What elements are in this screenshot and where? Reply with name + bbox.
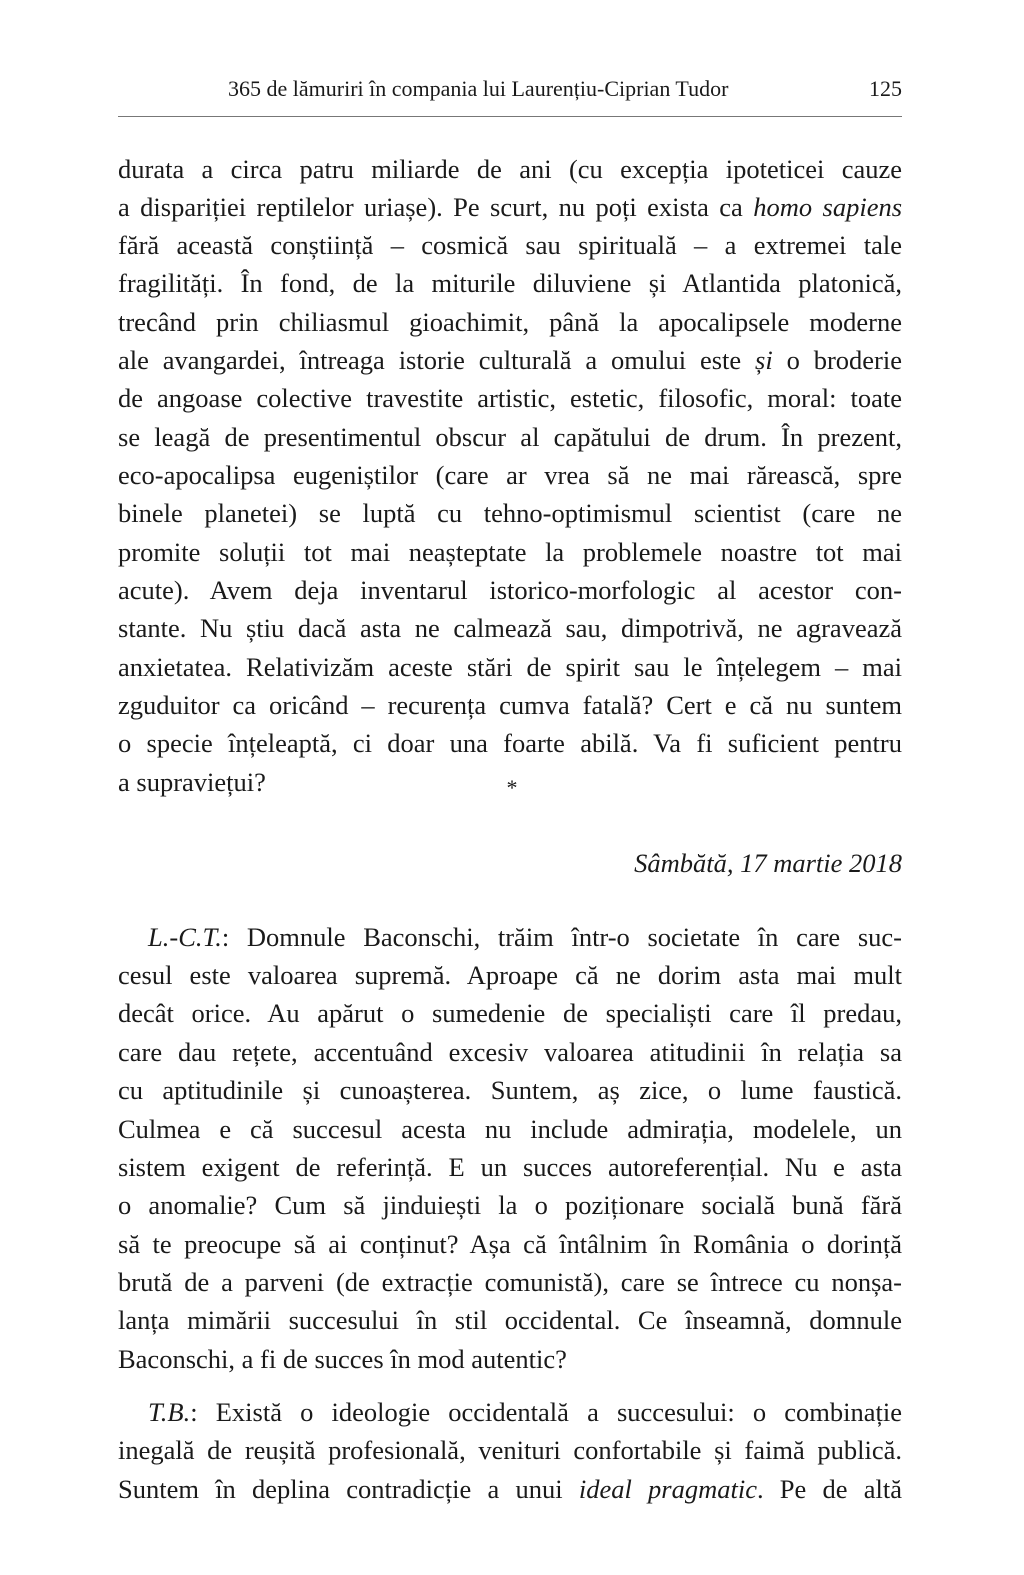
text-line: durata a circa patru miliarde de ani (cu excepția ipoteticei cauze: [118, 154, 902, 184]
text-line: T.B.: Există o ideologie occidentală a succesului: o combinație: [148, 1397, 903, 1427]
text-line: decât orice. Au apărut o sumedenie de specialiști care îl predau,: [118, 998, 902, 1028]
text-line: de angoase colective travestite artistic, estetic, filosofic, moral: toate: [118, 383, 902, 413]
text-line: se leagă de presentimentul obscur al capătului de drum. În prezent,: [118, 422, 902, 452]
text-line: inegală de reușită profesională, venituri confortabile și faimă publică.: [118, 1435, 902, 1465]
page-number: 125: [869, 76, 902, 101]
text-line: anxietatea. Relativizăm aceste stări de spirit sau le înțelegem – mai: [118, 652, 902, 682]
running-title: 365 de lămuriri în compania lui Laurențiu-Ciprian Tudor: [228, 76, 729, 101]
text-line: a supraviețui?: [118, 767, 266, 797]
text-line: acute). Avem deja inventarul istorico-morfologic al acestor con-: [118, 575, 902, 605]
text-line: cu aptitudinile și cunoașterea. Suntem, aș zice, o lume faustică.: [118, 1075, 902, 1105]
text-line: o specie înțeleaptă, ci doar una foarte abilă. Va fi suficient pentru: [118, 728, 902, 758]
text-line: promite soluții tot mai neașteptate la problemele noastre tot mai: [118, 537, 902, 567]
text-line: stante. Nu știu dacă asta ne calmează sau, dimpotrivă, ne agravează: [118, 613, 902, 643]
text-line: cesul este valoarea supremă. Aproape că ne dorim asta mai mult: [118, 960, 902, 990]
text-line: L.-C.T.: Domnule Baconschi, trăim într-o societate în care suc-: [148, 922, 902, 952]
text-line: brută de a parveni (de extracție comunistă), care se întrece cu nonșa-: [118, 1267, 902, 1297]
text-line: sistem exigent de referință. E un succes autoreferențial. Nu e asta: [118, 1152, 902, 1182]
text-line: Culmea e că succesul acesta nu include admirația, modelele, un: [118, 1114, 902, 1144]
text-line: Baconschi, a fi de succes în mod autentic?: [118, 1344, 567, 1374]
dateline: Sâmbătă, 17 martie 2018: [634, 848, 902, 878]
italic-term: homo sapiens: [753, 192, 903, 222]
text-line: să te preocupe să ai conținut? Așa că întâlnim în România o dorință: [118, 1229, 902, 1259]
text-line: fără această conștiință – cosmică sau spirituală – a extremei tale: [118, 230, 902, 260]
text-line: Suntem în deplina contradicție a unui ideal pragmatic. Pe de altă: [118, 1474, 902, 1504]
text-line: ale avangardei, întreaga istorie culturală a omului este și o broderie: [118, 345, 902, 375]
header-rule: [118, 116, 902, 117]
text-line: fragilități. În fond, de la miturile diluviene și Atlantida platonică,: [118, 268, 902, 298]
text-line: o anomalie? Cum să jinduiești la o poziționare socială bună fără: [118, 1190, 902, 1220]
text-line: binele planetei) se luptă cu tehno-optimismul scientist (care ne: [118, 498, 902, 528]
text-line: a dispariției reptilelor uriașe). Pe scurt, nu poți exista ca homo sapiens: [118, 192, 903, 222]
running-header: [118, 76, 902, 106]
italic-term: și: [755, 345, 773, 375]
text-line: trecând prin chiliasmul gioachimit, până la apocalipsele moderne: [118, 307, 902, 337]
speaker-initials: L.-C.T.: [148, 922, 222, 952]
italic-term: ideal pragmatic: [578, 1474, 757, 1504]
text-line: zguduitor ca oricând – recurența cumva fatală? Cert e că nu suntem: [118, 690, 902, 720]
text-line: eco-apocalipsa eugeniștilor (care ar vrea să ne mai rărească, spre: [118, 460, 902, 490]
text-line: lanța mimării succesului în stil occidental. Ce înseamnă, domnule: [118, 1305, 902, 1335]
speaker-initials: T.B.: [148, 1397, 191, 1427]
text-line: care dau rețete, accentuând excesiv valoarea atitudinii în relația sa: [118, 1037, 902, 1067]
section-separator: *: [506, 775, 518, 800]
